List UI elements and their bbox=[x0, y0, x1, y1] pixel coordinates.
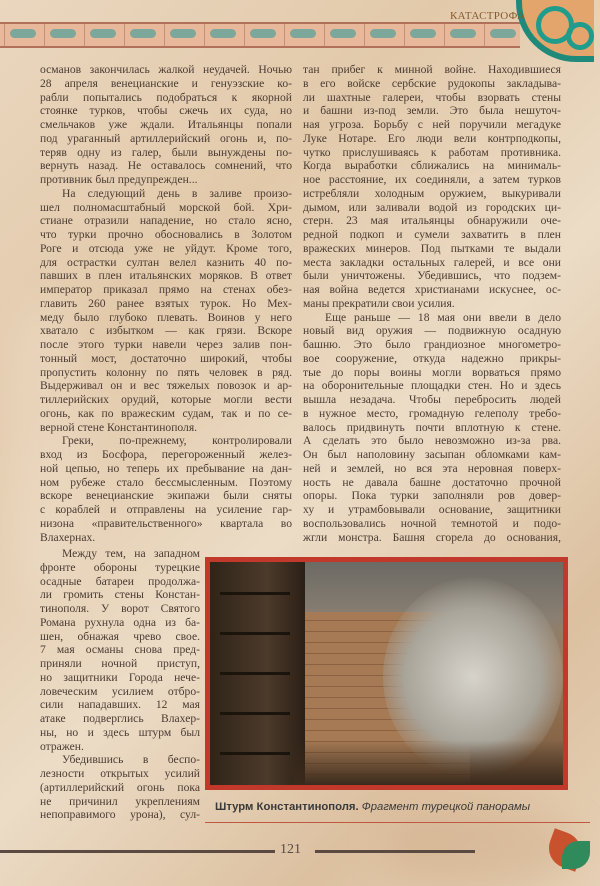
text-line: ху и утрамбовывали основание, защитники bbox=[303, 503, 561, 516]
soldiers bbox=[290, 740, 563, 785]
text-line: но защитники Города нече- bbox=[40, 670, 200, 684]
text-line: ное расстояние, их соединяли, а затем турков bbox=[303, 173, 561, 186]
text-line: сили нападавших. 12 мая bbox=[40, 698, 200, 712]
text-line: 28 апреля венецианские и генуэзские ко- bbox=[40, 76, 292, 90]
text-line: не причинил укреплениям bbox=[40, 794, 200, 808]
text-line: в его войске сербские рудокопы закладыва- bbox=[303, 76, 561, 90]
text-line: верной стене Константинополя. bbox=[40, 420, 198, 434]
text-line: ная война ведется христианами искуснее, ос- bbox=[303, 283, 561, 296]
text-line: Влахернах. bbox=[40, 530, 96, 544]
text-line: тинополя. У ворот Святого bbox=[40, 602, 200, 615]
footer-floral-ornament bbox=[540, 825, 598, 883]
text-column-right bbox=[303, 63, 561, 544]
text-line: в нужное место, громадную гелеполу требо- bbox=[303, 406, 561, 420]
footer-rule-left bbox=[0, 850, 275, 853]
text-line: стоянке турков, чтобы сжечь их суда, но bbox=[40, 104, 292, 118]
text-line: Романа рухнула одна из ба- bbox=[40, 615, 200, 629]
text-line: непоправимого урона), сул- bbox=[40, 808, 200, 822]
figure-siege-painting bbox=[205, 557, 568, 790]
text-line: на оборонительные площадки стен. Но и здесь bbox=[303, 379, 561, 393]
text-line: редной подкоп и сумели захватить в плен bbox=[303, 228, 561, 241]
text-line: ли шахтные галереи, чтобы взорвать стены bbox=[303, 90, 561, 104]
text-line: император приказал прямо на стенах обез- bbox=[40, 283, 292, 296]
text-line: вышла незадача. Чтобы перебросить людей bbox=[303, 393, 561, 406]
header-ornament-band bbox=[0, 22, 520, 48]
text-line: отражен. bbox=[40, 739, 84, 753]
text-line: тонный мост, достаточно широкий, чтобы bbox=[40, 351, 292, 365]
text-line: опоры. Пока турки заполняли ров довер- bbox=[303, 489, 561, 503]
text-line: ной цепью, но теперь их пребывание на дан- bbox=[40, 461, 292, 475]
caption-title: Штурм Константинополя. bbox=[215, 801, 359, 813]
text-line: места закладки остальных галерей, и все они bbox=[303, 255, 561, 269]
text-line: под ураганный артиллерийский огонь и, по- bbox=[40, 131, 292, 145]
text-line: Выдерживал он и вес тяжелых повозок и ар- bbox=[40, 379, 292, 393]
text-line: после этого турки навели через залив пон- bbox=[40, 338, 292, 351]
text-line: вое сооружение, откуда надежно прикры- bbox=[303, 351, 561, 365]
text-line: тые до поры воины могли ворваться прямо bbox=[303, 365, 561, 379]
text-line: ловеческим усилием отбро- bbox=[40, 684, 200, 698]
text-line: павших в плен итальянских моряков. В ответ bbox=[40, 269, 292, 283]
text-column-narrow bbox=[40, 547, 200, 822]
text-line: воспользовались ночной темнотой и подо- bbox=[303, 516, 561, 530]
text-line: были уничтожены. Убедившись, что подзем- bbox=[303, 269, 561, 283]
section-title: КАТАСТРОФА bbox=[450, 10, 526, 22]
text-line: А сделать это было невозможно из-за рва. bbox=[303, 434, 561, 448]
text-line: лезности открытых усилий bbox=[40, 767, 200, 780]
text-line: Он был наполовину засыпан обломками кам- bbox=[303, 448, 561, 461]
text-line: стиане отразили нападение, но стало ясно, bbox=[40, 214, 292, 228]
text-line: теряв одну из галер, были вынуждены по- bbox=[40, 145, 292, 159]
text-line: (артиллерийский огонь пока bbox=[40, 780, 200, 794]
text-line: жгли монстра. Башня сгорела до основания, bbox=[303, 530, 561, 544]
caption-rule bbox=[205, 822, 590, 823]
text-line: шел полномасштабный морской бой. Хри- bbox=[40, 200, 292, 214]
text-line: вернуть назад. Не оставалось сомнений, что bbox=[40, 159, 292, 173]
text-line: вход из Босфора, перегороженный желез- bbox=[40, 448, 292, 461]
text-line: Греки, по-прежнему, контролировали bbox=[62, 434, 292, 448]
text-column-left bbox=[40, 63, 292, 544]
caption-text: Фрагмент турецкой панорамы bbox=[361, 801, 531, 813]
text-line: новый вид оружия — подвижную осадную bbox=[303, 324, 561, 338]
text-line: На следующий день в заливе произо- bbox=[62, 186, 292, 200]
corner-ornament bbox=[516, 0, 594, 62]
text-line: пропустить колонну по пять человек в ряд. bbox=[40, 365, 292, 379]
text-line: ность не давала башне достаточно прочной bbox=[303, 475, 561, 489]
text-line: приняли ночной приступ, bbox=[40, 657, 200, 670]
text-line: главить 260 ранее взятых турок. Но Мех- bbox=[40, 296, 292, 310]
text-line: чутко прислушиваясь к работам противника. bbox=[303, 145, 561, 159]
text-line: хватало с избытком — как грязи. Вскоре bbox=[40, 324, 292, 338]
text-line: тиллерийских орудий, которые могли вести bbox=[40, 393, 292, 406]
text-line: меду было глубоко плевать. Воинов у него bbox=[40, 310, 292, 324]
text-line: ны, но и здесь штурм был bbox=[40, 725, 200, 739]
text-line: истребляли холодным оружием, выкуривали bbox=[303, 186, 561, 200]
footer-rule-right bbox=[315, 850, 475, 853]
text-line: Между тем, на западном bbox=[62, 547, 200, 560]
text-line: что турки прочно обосновались в Золотом bbox=[40, 228, 292, 241]
text-line: вскоре венецианские экипажи были сняты bbox=[40, 489, 292, 503]
text-line: противник был предупрежден... bbox=[40, 173, 198, 186]
text-line: рабли попытались подобраться к якорной bbox=[40, 90, 292, 104]
text-line: Луке Нотаре. Его люди вели контрподкопы, bbox=[303, 131, 561, 145]
text-line: вражеских минеров. Под пытками те выдали bbox=[303, 241, 561, 255]
text-line: валось придвинуть почти вплотную к стене. bbox=[303, 420, 561, 434]
text-line: 7 мая османы снова пред- bbox=[40, 643, 200, 657]
text-line: ная угроза. Борьбу с ней поручили мегадуке bbox=[303, 118, 561, 131]
text-line: Убедившись в беспо- bbox=[62, 753, 200, 767]
page-number: 121 bbox=[280, 842, 301, 857]
text-line: башню. Это было грандиозное многометро- bbox=[303, 338, 561, 351]
text-line: осадные батареи продолжа- bbox=[40, 574, 200, 588]
figure-caption bbox=[215, 801, 530, 813]
text-line: Еще раньше — 18 мая они ввели в дело bbox=[325, 310, 561, 324]
text-line: шен, обнажая чрево свое. bbox=[40, 629, 200, 643]
text-line: ли громить стены Констан- bbox=[40, 588, 200, 602]
text-line: смельчаков уже ждали. Итальянцы попали bbox=[40, 118, 292, 131]
text-line: ней и землей, но вся эта неровная поверх- bbox=[303, 461, 561, 475]
text-line: огонь, как по вражеским судам, так и по се- bbox=[40, 406, 292, 420]
text-line: тан прибег к минной войне. Находившиеся bbox=[303, 63, 561, 76]
text-line: низона «правительственного» квартала во bbox=[40, 516, 292, 530]
text-line: маны прекратили свои усилия. bbox=[303, 296, 455, 310]
text-line: с кораблей и отправлены на усиление гар- bbox=[40, 503, 292, 516]
text-line: и башни из-под земли. Это была нешуточ- bbox=[303, 104, 561, 118]
text-line: фронте обороны турецкие bbox=[40, 560, 200, 574]
text-line: дымом, или заливали водой из городских ци- bbox=[303, 200, 561, 214]
text-line: атаке подверглись Влахер- bbox=[40, 712, 200, 725]
text-line: Роге и отсюда уже не уйдут. Кроме того, bbox=[40, 241, 292, 255]
text-line: османов закончилась жалкой неудачей. Ночью bbox=[40, 63, 292, 76]
text-line: стерн. 23 мая итальянцы обнаружили оче- bbox=[303, 214, 561, 228]
text-line: для острастки султан велел казнить 40 по- bbox=[40, 255, 292, 269]
text-line: Когда выработки сближались на минималь- bbox=[303, 159, 561, 173]
text-line: ном рубеже стало бессмысленным. Поэтому bbox=[40, 475, 292, 489]
